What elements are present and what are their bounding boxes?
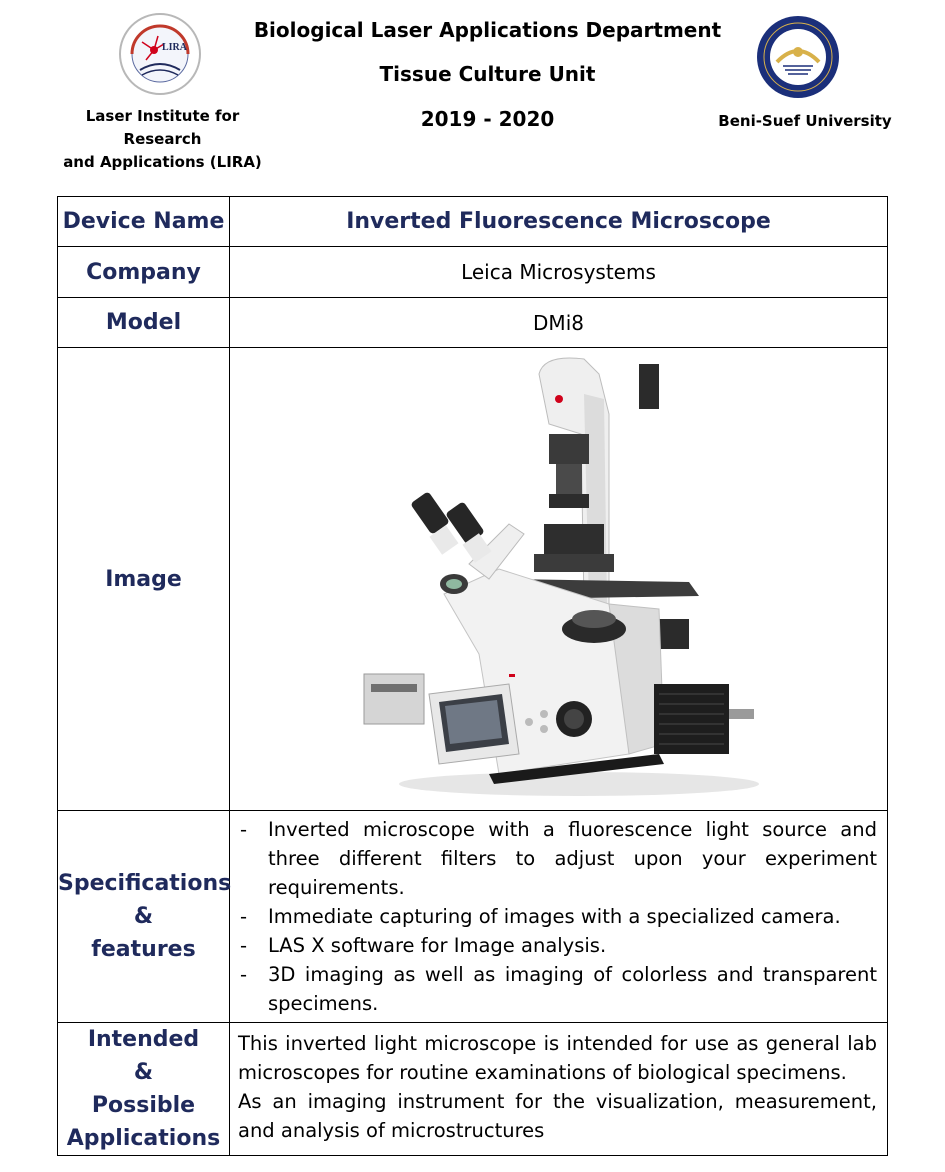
academic-year: 2019 - 2020 [420, 107, 555, 131]
device-table [57, 196, 888, 1156]
specs-cell [230, 811, 888, 1023]
specs-label-line3: features [91, 937, 196, 962]
lira-logo [118, 12, 202, 96]
microscope-image [359, 354, 759, 804]
list-item: - Immediate capturing of images with a specialized camera. [268, 902, 877, 931]
company-label: Company [58, 247, 230, 298]
table-row-device-name [58, 197, 888, 247]
device-name-value: Inverted Fluorescence Microscope [230, 197, 888, 247]
specs-label [58, 811, 230, 1023]
lira-logo-text: LIRA [162, 42, 188, 53]
table-row-model [58, 298, 888, 348]
specs-label-line1: Specifications [58, 871, 232, 896]
applications-label-line3: Possible [91, 1093, 196, 1118]
device-name-label: Device Name [58, 197, 230, 247]
list-item: - LAS X software for Image analysis. [268, 931, 877, 960]
applications-label-line2: & [133, 1060, 154, 1085]
applications-label-line4: Applications [66, 1126, 221, 1151]
model-value: DMi8 [230, 298, 888, 348]
applications-label [58, 1023, 230, 1156]
image-label: Image [58, 348, 230, 811]
table-row-specs [58, 811, 888, 1023]
image-cell [230, 348, 888, 811]
applications-label-line1: Intended [87, 1027, 200, 1052]
bsu-logo [755, 14, 841, 100]
unit-title: Tissue Culture Unit [379, 62, 596, 86]
specs-label-line2: & [133, 904, 154, 929]
specs-list [230, 811, 887, 1022]
model-label: Model [58, 298, 230, 348]
left-institution-line2: and Applications (LIRA) [63, 153, 262, 171]
applications-paragraph-1: This inverted light microscope is intended for use as general lab microscopes for routine examinations of biological specimens. [238, 1032, 877, 1084]
company-value: Leica Microsystems [230, 247, 888, 298]
list-item: - 3D imaging as well as imaging of colorless and transparent specimens. [268, 960, 877, 1018]
left-institution-line1: Laser Institute for Research [85, 107, 240, 148]
applications-paragraph-2: As an imaging instrument for the visualization, measurement, and analysis of microstructures [238, 1090, 877, 1142]
list-item: - Inverted microscope with a fluorescence light source and three different filters to adjust upon your experiment requirements. [268, 815, 877, 902]
right-institution: Beni-Suef University [718, 112, 892, 130]
table-row-company [58, 247, 888, 298]
table-row-applications [58, 1023, 888, 1156]
applications-cell [230, 1023, 888, 1156]
table-row-image [58, 348, 888, 811]
department-title: Biological Laser Applications Department [253, 18, 722, 42]
